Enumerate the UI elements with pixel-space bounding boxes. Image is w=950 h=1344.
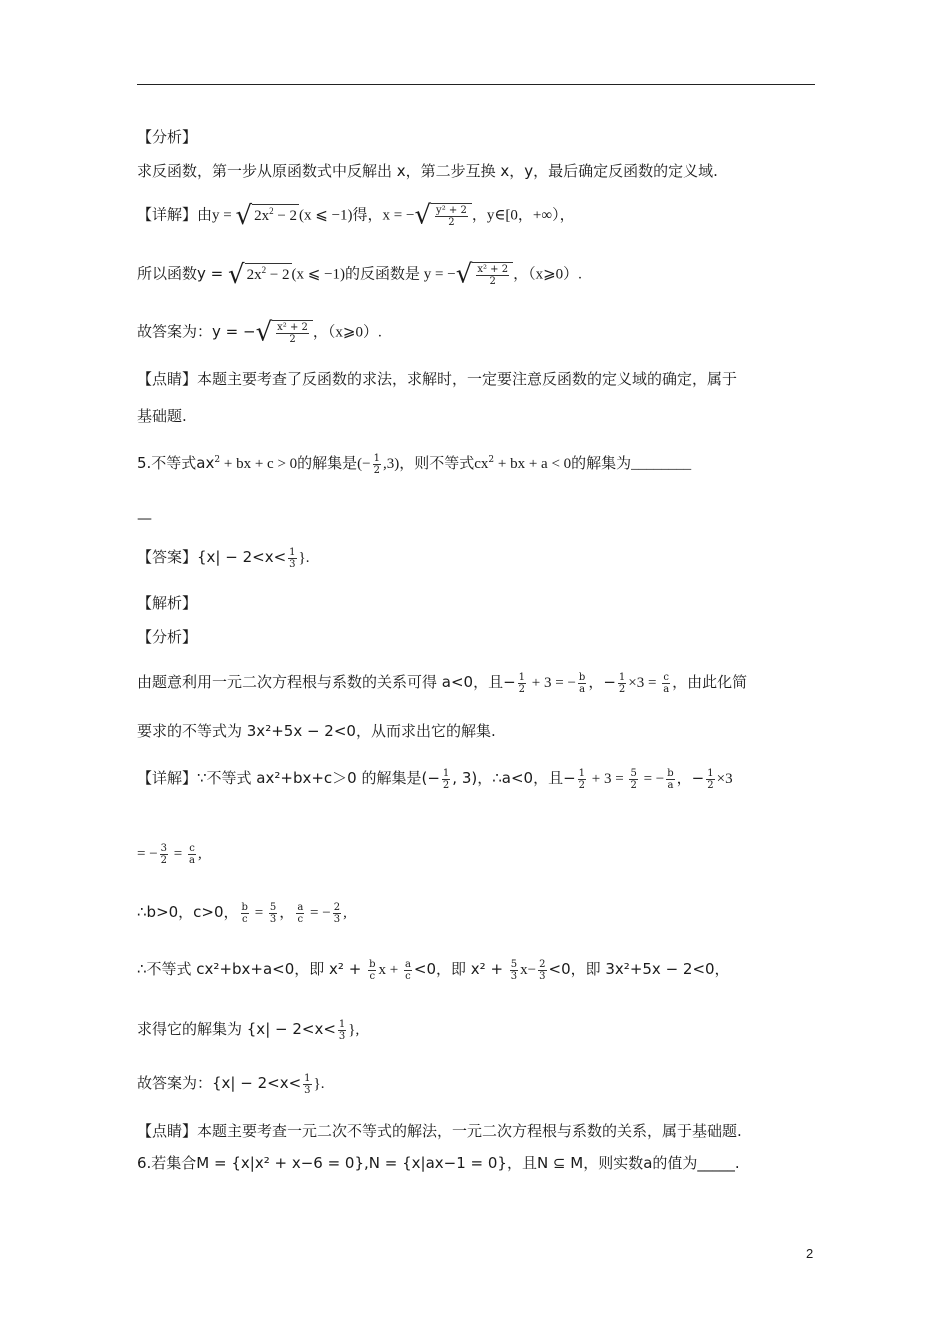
detail-2-line-1: 【详解】∵不等式 ax²+bx+c＞0 的解集是(− $\frac{1}{2}$ , 3)，∴a<0，且− $\frac{1}{2}$ + 3 = $\frac{5}{2}$ = − $\frac{b}{a}$ ，− $\frac{1}{2}$ ×3 — [137, 767, 733, 791]
answer-5: 【答案】{x| − 2<x< $\frac{1}{3}$ }. — [137, 546, 310, 570]
question-5-blank: — — [137, 509, 152, 527]
sqrt-expression: √ $2x^2 - 2$ — [235, 200, 298, 231]
inverse-line: 所以函数y = √ $2x^2 - 2$ (x ⩽ −1)的反函数是 y = −√ $\frac{\text{x² + 2}}{2}$ ，（x⩾0）. — [137, 259, 582, 290]
solution-heading: 【解析】 — [137, 594, 198, 612]
question-5: 5.不等式$ax^2$ + bx + c > 0的解集是(− $\frac{1}{2}$ ,3)，则不等式$cx^2$ + bx + a < 0的解集为________ — [137, 452, 692, 476]
analysis-2-line-2: 要求的不等式为 3x²+5x − 2<0，从而求出它的解集. — [137, 722, 496, 740]
question-6: 6.若集合M = {x|x² + x−6 = 0},N = {x|ax−1 = 0}，且N ⊆ M，则实数a的值为_____. — [137, 1154, 740, 1172]
solution-set-line: 求得它的解集为 {x| − 2<x< $\frac{1}{3}$ }, — [137, 1018, 360, 1042]
therefore-line-2: ∴不等式 cx²+bx+a<0，即 x² + $\frac{b}{c}$ x + $\frac{a}{c}$ <0，即 x² + $\frac{5}{3}$ x− $\frac{2}{3}$ <0，即 3x²+5x − 2<0， — [137, 958, 730, 982]
comment-1-cont: 基础题. — [137, 407, 187, 425]
comment-1: 【点睛】本题主要考查了反函数的求法，求解时，一定要注意反函数的定义域的确定，属于 — [137, 370, 738, 388]
detail-2-line-2: = − $\frac{3}{2}$ = $\frac{c}{a}$ , — [137, 842, 202, 866]
answer-line-1: 故答案为：y = −√ $\frac{\text{x² + 2}}{2}$ ，（x⩾0）. — [137, 317, 382, 348]
analysis-heading-2: 【分析】 — [137, 628, 198, 646]
header-rule — [137, 84, 815, 85]
therefore-line-1: ∴b>0，c>0， $\frac{b}{c}$ = $\frac{5}{3}$ ， $\frac{a}{c}$ = − $\frac{2}{3}$ , — [137, 901, 347, 925]
final-answer-line: 故答案为：{x| − 2<x< $\frac{1}{3}$ }. — [137, 1072, 325, 1096]
comment-2: 【点睛】本题主要考查一元二次不等式的解法，一元二次方程根与系数的关系，属于基础题. — [137, 1122, 742, 1140]
analysis-2-line-1: 由题意利用一元二次方程根与系数的关系可得 a<0，且− $\frac{1}{2}$ + 3 = − $\frac{b}{a}$ ，− $\frac{1}{2}$ ×3 = $\frac{c}{a}$ ，由此化简 — [137, 671, 748, 695]
page-number: 2 — [806, 1246, 814, 1261]
detail-line: 【详解】由y = √ $2x^2 - 2$ (x ⩽ −1)得，x = −√ $\frac{\text{y² + 2}}{2}$ ，y∈[0，+∞）， — [137, 200, 575, 231]
detail-heading: 【详解】 — [137, 205, 198, 224]
analysis-text: 求反函数，第一步从原函数式中反解出 x，第二步互换 x，y，最后确定反函数的定义域. — [137, 162, 718, 180]
analysis-heading: 【分析】 — [137, 128, 198, 146]
